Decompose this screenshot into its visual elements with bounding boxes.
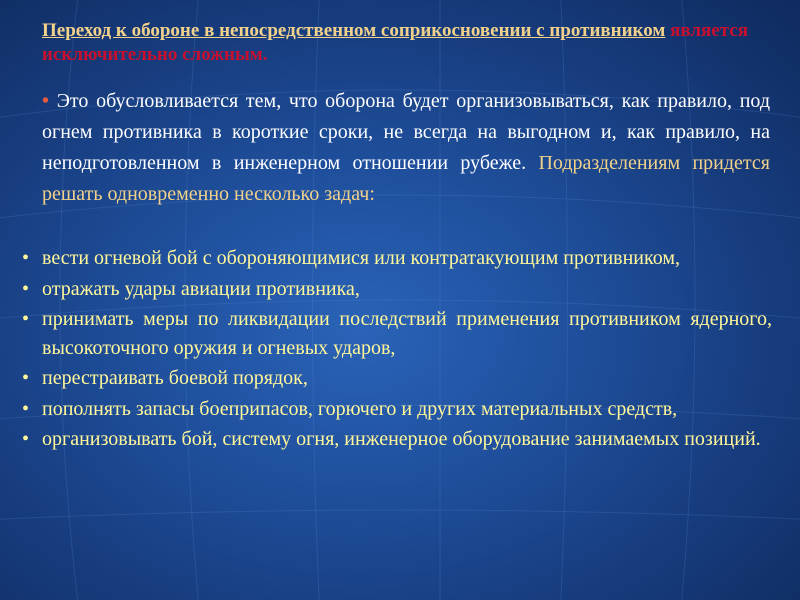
task-list (22, 244, 772, 456)
title-tail: является исключительно сложным. (42, 20, 749, 65)
intro-highlight: Подразделениям придется решать одновременно несколько задач: (42, 152, 770, 205)
task-item (22, 244, 772, 273)
bullet-icon: • (22, 367, 30, 389)
intro-paragraph (34, 86, 770, 210)
bullet-icon: • (22, 308, 30, 330)
task-item (22, 425, 772, 454)
bullet-icon: • (22, 247, 30, 269)
task-text: вести огневой бой с обороняющимися или контратакующим противником, (42, 247, 680, 269)
title-main: Переход к обороне в непосредственном соприкосновении с противником (42, 20, 666, 41)
task-text: принимать меры по ликвидации последствий применения противником ядерного, высокоточного оружия и огневых ударов, (42, 308, 772, 359)
bullet-icon: • (22, 428, 30, 450)
slide-title (42, 19, 762, 67)
intro-text: Это обусловливается тем, что оборона будет организовываться, как правило, под огнем противника в короткие сроки, не всегда на выгодном и, как правило, на неподготовленном в инженерном отношении рубеже. (42, 90, 770, 174)
task-text: перестраивать боевой порядок, (42, 367, 308, 389)
task-text: организовывать бой, систему огня, инженерное оборудование занимаемых позиций. (42, 428, 761, 450)
task-text: пополнять запасы боеприпасов, горючего и других материальных средств, (42, 397, 678, 420)
intro-body (34, 86, 770, 210)
intro-bullet-marker: • (42, 90, 50, 112)
task-text: отражать удары авиации противника, (42, 277, 360, 300)
bullet-icon: • (22, 397, 30, 420)
task-item (22, 395, 772, 424)
task-item (22, 275, 772, 304)
task-item (22, 364, 772, 393)
bullet-icon: • (22, 277, 30, 300)
task-item (22, 305, 772, 362)
